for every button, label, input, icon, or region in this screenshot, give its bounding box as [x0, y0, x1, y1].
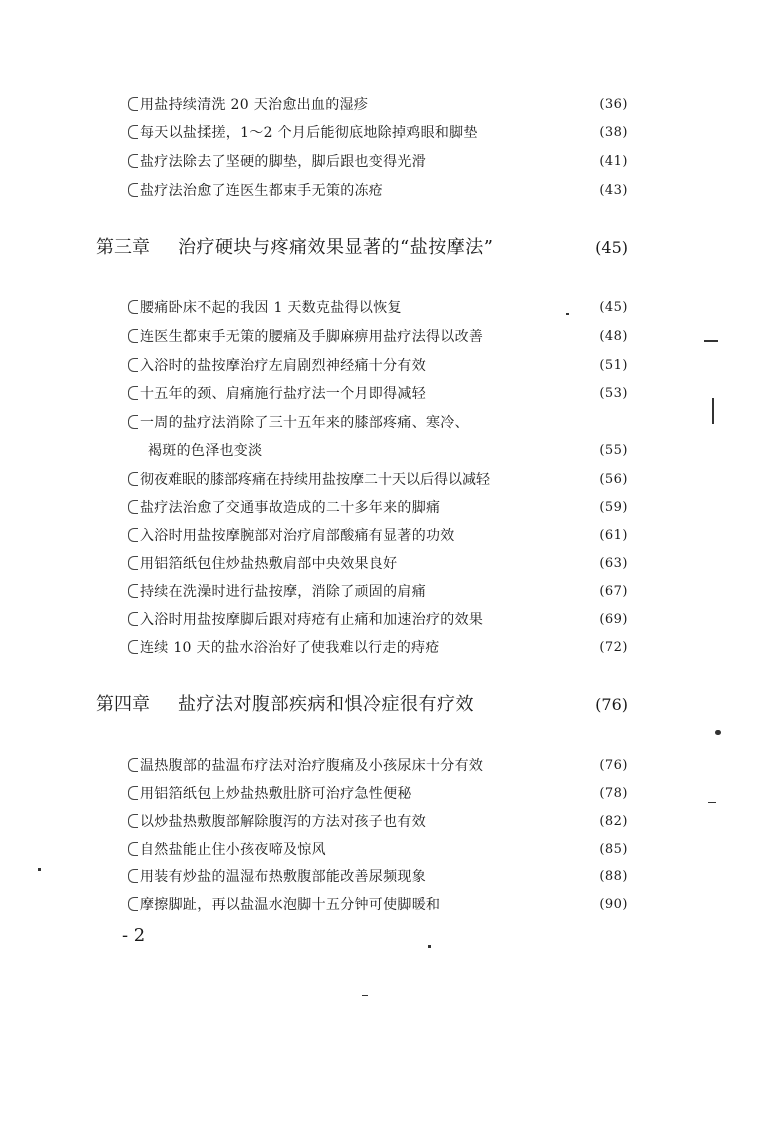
- scan-mark: [712, 398, 714, 424]
- toc-entry[interactable]: [128, 151, 628, 173]
- toc-entry[interactable]: [128, 811, 628, 833]
- scan-mark: [362, 995, 368, 996]
- bullet-icon: [128, 125, 138, 139]
- toc-entry[interactable]: [128, 497, 628, 519]
- toc-entry-page: (56): [599, 472, 628, 487]
- toc-entry[interactable]: [128, 553, 628, 575]
- toc-entry-title: 连医生都束手无策的腰痛及手脚麻痹用盐疗法得以改善: [128, 326, 483, 348]
- toc-entry-title: 彻夜难眠的膝部疼痛在持续用盐按摩二十天以后得以减轻: [128, 469, 490, 491]
- bullet-icon: [128, 814, 138, 828]
- toc-entry[interactable]: [128, 412, 628, 434]
- chapter-title: 盐疗法对腹部疾病和惧冷症很有疗效: [178, 694, 474, 715]
- toc-entry-page: (88): [599, 869, 628, 884]
- toc-entry[interactable]: [128, 180, 628, 202]
- toc-entry[interactable]: [128, 355, 628, 377]
- scan-mark: [566, 313, 569, 315]
- toc-entry-title: 盐疗法治愈了交通事故造成的二十多年来的脚痛: [128, 497, 440, 519]
- chapter-heading[interactable]: [96, 233, 628, 263]
- toc-entry-title: 入浴时用盐按摩脚后跟对痔疮有止痛和加速治疗的效果: [128, 609, 483, 631]
- toc-entry[interactable]: [128, 866, 628, 888]
- toc-entry-title: 每天以盐揉搓，1～2 个月后能彻底地除掉鸡眼和脚垫: [128, 122, 478, 144]
- toc-entry-title: 用铝箔纸包住炒盐热敷肩部中央效果良好: [128, 553, 397, 575]
- toc-entry-page: (78): [599, 786, 628, 801]
- toc-entry[interactable]: [128, 326, 628, 348]
- chapter-number: 第四章: [96, 694, 150, 715]
- toc-entry[interactable]: [128, 297, 628, 319]
- toc-entry-page: (67): [599, 584, 628, 599]
- toc-entry-page: (55): [599, 443, 628, 458]
- toc-entry-page: (90): [599, 897, 628, 912]
- toc-entry[interactable]: [128, 383, 628, 405]
- bullet-icon: [128, 584, 138, 598]
- toc-entry-title: 用盐持续清洗 20 天治愈出血的湿疹: [128, 94, 368, 116]
- bullet-icon: [128, 869, 138, 883]
- chapter-page: (76): [595, 695, 628, 714]
- bullet-icon: [128, 612, 138, 626]
- bullet-icon: [128, 897, 138, 911]
- toc-entry-continuation[interactable]: [148, 440, 628, 462]
- toc-entry-title: 自然盐能止住小孩夜啼及惊风: [128, 839, 326, 861]
- page-number: - 2: [122, 925, 146, 946]
- toc-entry[interactable]: [128, 783, 628, 805]
- bullet-icon: [128, 300, 138, 314]
- toc-entry-page: (76): [599, 758, 628, 773]
- chapter-heading[interactable]: [96, 690, 628, 720]
- toc-entry-page: (51): [599, 358, 628, 373]
- toc-entry-title: 盐疗法除去了坚硬的脚垫，脚后跟也变得光滑: [128, 151, 426, 173]
- bullet-icon: [128, 97, 138, 111]
- toc-entry-title: 盐疗法治愈了连医生都束手无策的冻疮: [128, 180, 383, 202]
- chapter-number: 第三章: [96, 237, 150, 258]
- toc-entry-page: (53): [599, 386, 628, 401]
- scan-mark: [38, 868, 41, 871]
- toc-entry-page: (85): [599, 842, 628, 857]
- toc-entry-title: 温热腹部的盐温布疗法对治疗腹痛及小孩尿床十分有效: [128, 755, 483, 777]
- toc-entry-title: 摩擦脚趾，再以盐温水泡脚十五分钟可使脚暖和: [128, 894, 440, 916]
- chapter-title: 治疗硬块与疼痛效果显著的“盐按摩法”: [178, 237, 494, 258]
- toc-entry-page: (59): [599, 500, 628, 515]
- bullet-icon: [128, 154, 138, 168]
- toc-entry[interactable]: [128, 839, 628, 861]
- toc-entry-title: 连续 10 天的盐水浴治好了使我难以行走的痔疮: [128, 637, 440, 659]
- toc-entry[interactable]: [128, 581, 628, 603]
- toc-entry[interactable]: [128, 894, 628, 916]
- toc-entry-title: 用装有炒盐的温湿布热敷腹部能改善尿频现象: [128, 866, 426, 888]
- bullet-icon: [128, 786, 138, 800]
- toc-entry-page: (36): [599, 97, 628, 112]
- toc-entry-title: 用铝箔纸包上炒盐热敷肚脐可治疗急性便秘: [128, 783, 412, 805]
- toc-entry[interactable]: [128, 609, 628, 631]
- bullet-icon: [128, 183, 138, 197]
- toc-entry[interactable]: [128, 469, 628, 491]
- toc-entry-page: (43): [599, 183, 628, 198]
- chapter-page: (45): [595, 238, 628, 257]
- bullet-icon: [128, 842, 138, 856]
- bullet-icon: [128, 758, 138, 772]
- toc-entry-page: (48): [599, 329, 628, 344]
- toc-entry[interactable]: [128, 122, 628, 144]
- scan-mark: [704, 340, 718, 342]
- bullet-icon: [128, 386, 138, 400]
- toc-entry-page: (38): [599, 125, 628, 140]
- toc-entry-page: (69): [599, 612, 628, 627]
- toc-entry[interactable]: [128, 755, 628, 777]
- toc-entry-title: 腰痛卧床不起的我因 1 天数克盐得以恢复: [128, 297, 402, 319]
- toc-entry-page: (82): [599, 814, 628, 829]
- toc-entry[interactable]: [128, 94, 628, 116]
- toc-entry-page: (61): [599, 528, 628, 543]
- bullet-icon: [128, 528, 138, 542]
- toc-entry-page: (63): [599, 556, 628, 571]
- toc-entry[interactable]: [128, 525, 628, 547]
- toc-entry-title: 以炒盐热敷腹部解除腹泻的方法对孩子也有效: [128, 811, 426, 833]
- toc-entry-title: 入浴时的盐按摩治疗左肩剧烈神经痛十分有效: [128, 355, 426, 377]
- bullet-icon: [128, 329, 138, 343]
- bullet-icon: [128, 640, 138, 654]
- toc-entry-page: (72): [599, 640, 628, 655]
- toc-entry-title: 褐斑的色泽也变淡: [148, 443, 263, 459]
- toc-entry[interactable]: [128, 637, 628, 659]
- toc-entry-title: 一周的盐疗法消除了三十五年来的膝部疼痛、寒冷、: [128, 412, 469, 434]
- bullet-icon: [128, 358, 138, 372]
- bullet-icon: [128, 500, 138, 514]
- toc-entry-title: 持续在洗澡时进行盐按摩，消除了顽固的肩痛: [128, 581, 426, 603]
- scan-mark: [708, 802, 716, 803]
- bullet-icon: [128, 472, 138, 486]
- scan-mark: [428, 945, 431, 948]
- toc-entry-title: 十五年的颈、肩痛施行盐疗法一个月即得减轻: [128, 383, 426, 405]
- scan-mark: [715, 730, 721, 735]
- bullet-icon: [128, 556, 138, 570]
- bullet-icon: [128, 415, 138, 429]
- toc-entry-page: (41): [599, 154, 628, 169]
- toc-entry-title: 入浴时用盐按摩腕部对治疗肩部酸痛有显著的功效: [128, 525, 455, 547]
- toc-entry-page: (45): [599, 300, 628, 315]
